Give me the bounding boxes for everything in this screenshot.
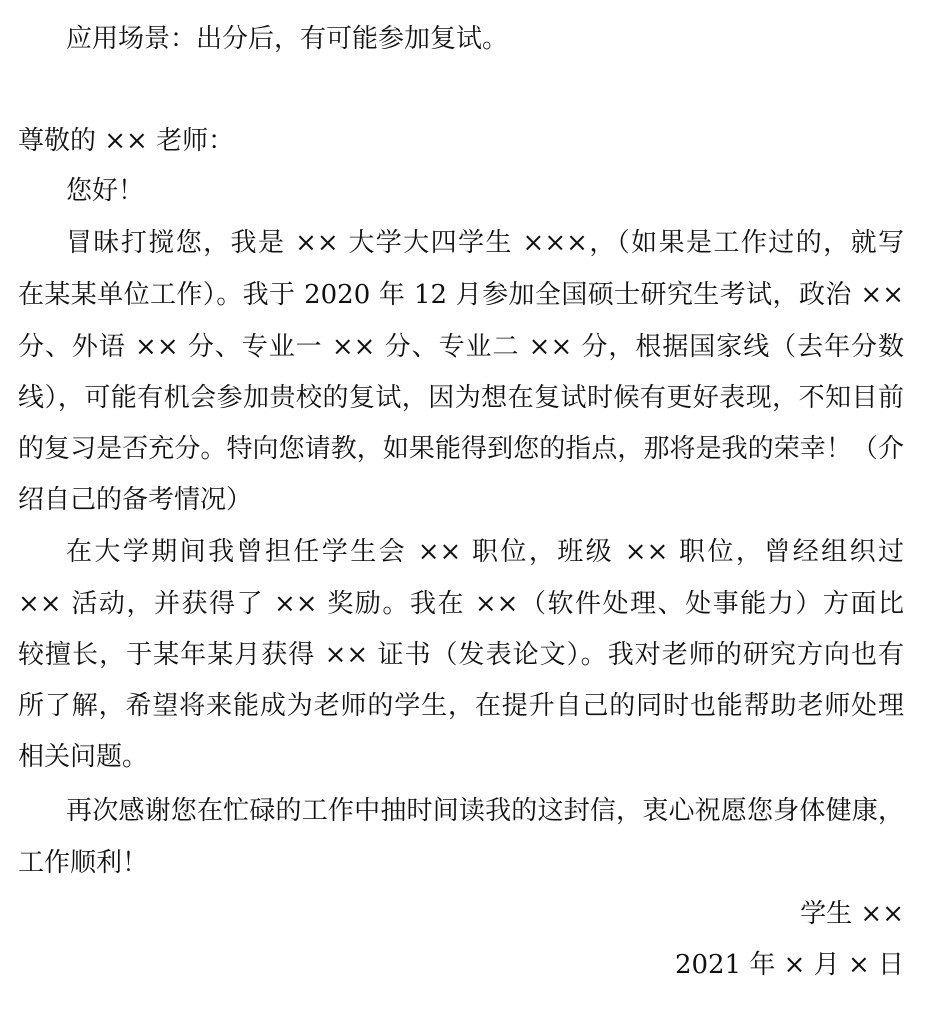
paragraph1-line: 在某某单位工作）。我于 2020 年 12 月参加全国硕士研究生考试，政治 ×× [18, 280, 904, 310]
paragraph2-line: 在大学期间我曾担任学生会 ×× 职位，班级 ×× 职位，曾经组织过 [66, 537, 904, 567]
scenario-line: 应用场景：出分后，有可能参加复试。 [66, 24, 509, 54]
greeting: 您好！ [66, 176, 145, 206]
paragraph1-line: 冒昧打搅您，我是 ×× 大学大四学生 ×××，（如果是工作过的，就写 [66, 228, 904, 258]
paragraph1-line: 分、外语 ×× 分、专业一 ×× 分、专业二 ×× 分，根据国家线（去年分数 [18, 332, 904, 362]
paragraph1-line: 绍自己的备考情况） [18, 485, 253, 515]
paragraph2-line: ×× 活动，并获得了 ×× 奖励。我在 ××（软件处理、处事能力）方面比 [18, 589, 904, 619]
paragraph3-line: 工作顺利！ [18, 848, 149, 878]
salutation: 尊敬的 ×× 老师： [18, 126, 235, 156]
letter-date: 2021 年 × 月 × 日 [674, 950, 904, 980]
paragraph2-line: 相关问题。 [18, 742, 149, 772]
paragraph2-line: 较擅长，于某年某月获得 ×× 证书（发表论文）。我对老师的研究方向也有 [18, 640, 904, 670]
paragraph2-line: 所了解，希望将来能成为老师的学生，在提升自己的同时也能帮助老师处理 [18, 691, 904, 721]
paragraph3-line: 再次感谢您在忙碌的工作中抽时间读我的这封信，衷心祝愿您身体健康， [66, 796, 904, 826]
paragraph1-line: 线），可能有机会参加贵校的复试，因为想在复试时候有更好表现，不知目前 [18, 383, 904, 413]
signature: 学生 ×× [800, 899, 904, 929]
paragraph1-line: 的复习是否充分。特向您请教，如果能得到您的指点，那将是我的荣幸！（介 [18, 434, 904, 464]
